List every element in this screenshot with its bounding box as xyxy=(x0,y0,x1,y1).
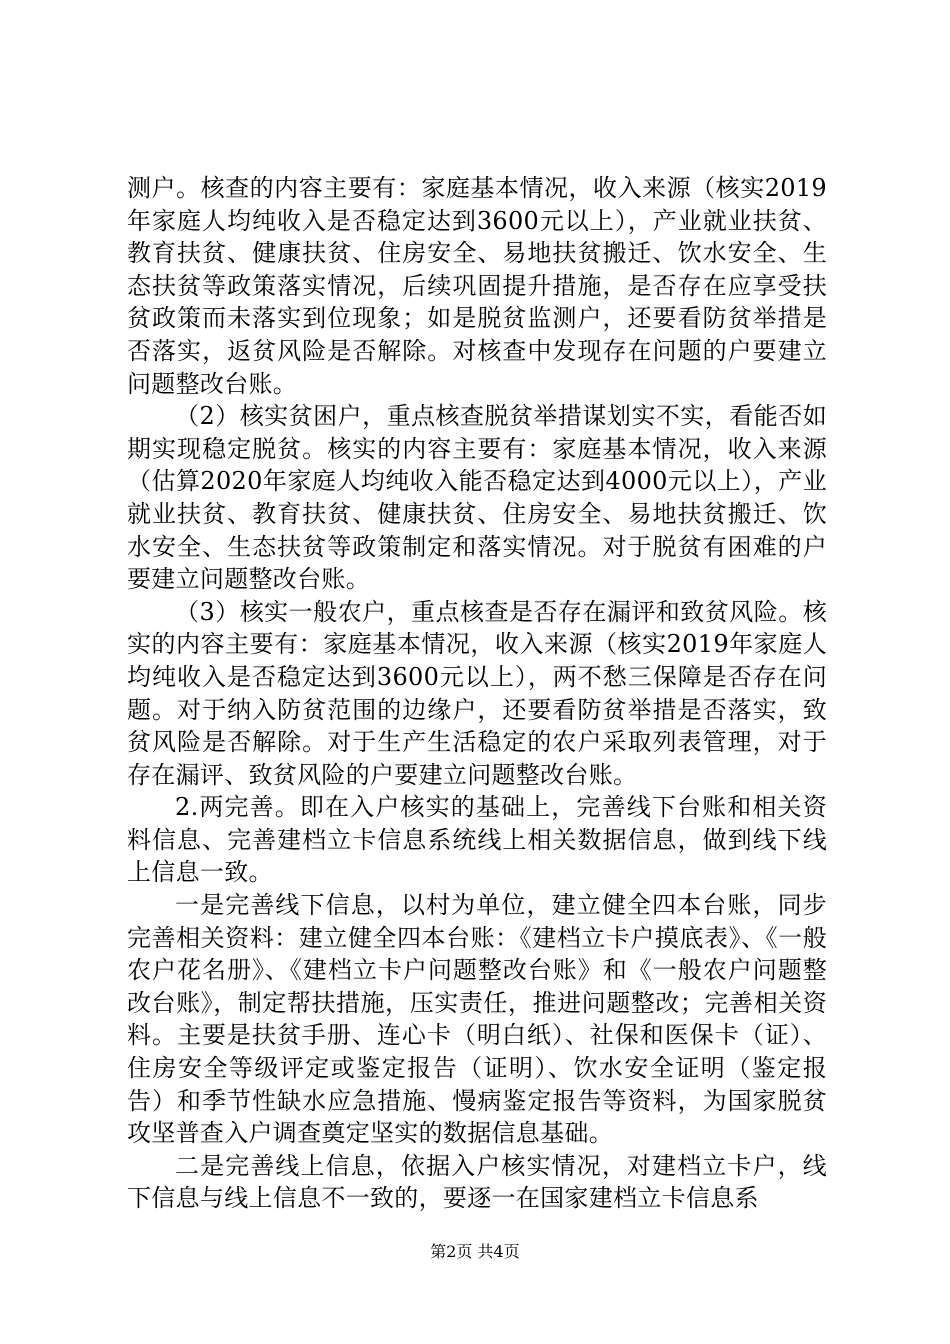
paragraph-1: 测户。核查的内容主要有：家庭基本情况，收入来源（核实2019年家庭人均纯收入是否稳定达到3600元以上），产业就业扶贫、教育扶贫、健康扶贫、住房安全、易地扶贫搬迁、饮水安全、生态扶贫等政策落实情况，后续巩固提升措施，是否存在应享受扶贫政策而未落实到位现象；如是脱贫监测户，还要看防贫举措是否落实，返贫风险是否解除。对核查中发现存在问题的户要建立问题整改台账。 xyxy=(127,174,827,398)
paragraph-6: 二是完善线上信息，依据入户核实情况，对建档立卡户，线下信息与线上信息不一致的，要逐一在国家建档立卡信息系 xyxy=(127,1151,827,1213)
paragraph-3: （3）核实一般农户，重点核查是否存在漏评和致贫风险。核实的内容主要有：家庭基本情况，收入来源（核实2019年家庭人均纯收入是否稳定达到3600元以上），两不愁三保障是否存在问题。对于纳入防贫范围的边缘户，还要看防贫举措是否落实，致贫风险是否解除。对于生产生活稳定的农户采取列表管理，对于存在漏评、致贫风险的户要建立问题整改台账。 xyxy=(127,597,827,789)
document-body xyxy=(127,172,827,1215)
paragraph-4: 2.两完善。即在入户核实的基础上，完善线下台账和相关资料信息、完善建档立卡信息系统线上相关数据信息，做到线下线上信息一致。 xyxy=(127,793,827,887)
page-footer: 第2页 共4页 xyxy=(430,1242,520,1261)
paragraph-5: 一是完善线下信息，以村为单位，建立健全四本台账，同步完善相关资料：建立健全四本台账：《建档立卡户摸底表》、《一般农户花名册》、《建档立卡户问题整改台账》和《一般农户问题整改台账》，制定帮扶措施，压实责任，推进问题整改；完善相关资料。主要是扶贫手册、连心卡（明白纸）、社保和医保卡（证）、住房安全等级评定或鉴定报告（证明）、饮水安全证明（鉴定报告）和季节性缺水应急措施、慢病鉴定报告等资料，为国家脱贫攻坚普查入户调查奠定坚实的数据信息基础。 xyxy=(127,891,827,1148)
paragraph-2: （2）核实贫困户，重点核查脱贫举措谋划实不实，看能否如期实现稳定脱贫。核实的内容主要有：家庭基本情况，收入来源（估算2020年家庭人均纯收入能否稳定达到4000元以上），产业就业扶贫、教育扶贫、健康扶贫、住房安全、易地扶贫搬迁、饮水安全、生态扶贫等政策制定和落实情况。对于脱贫有困难的户要建立问题整改台账。 xyxy=(127,402,827,594)
